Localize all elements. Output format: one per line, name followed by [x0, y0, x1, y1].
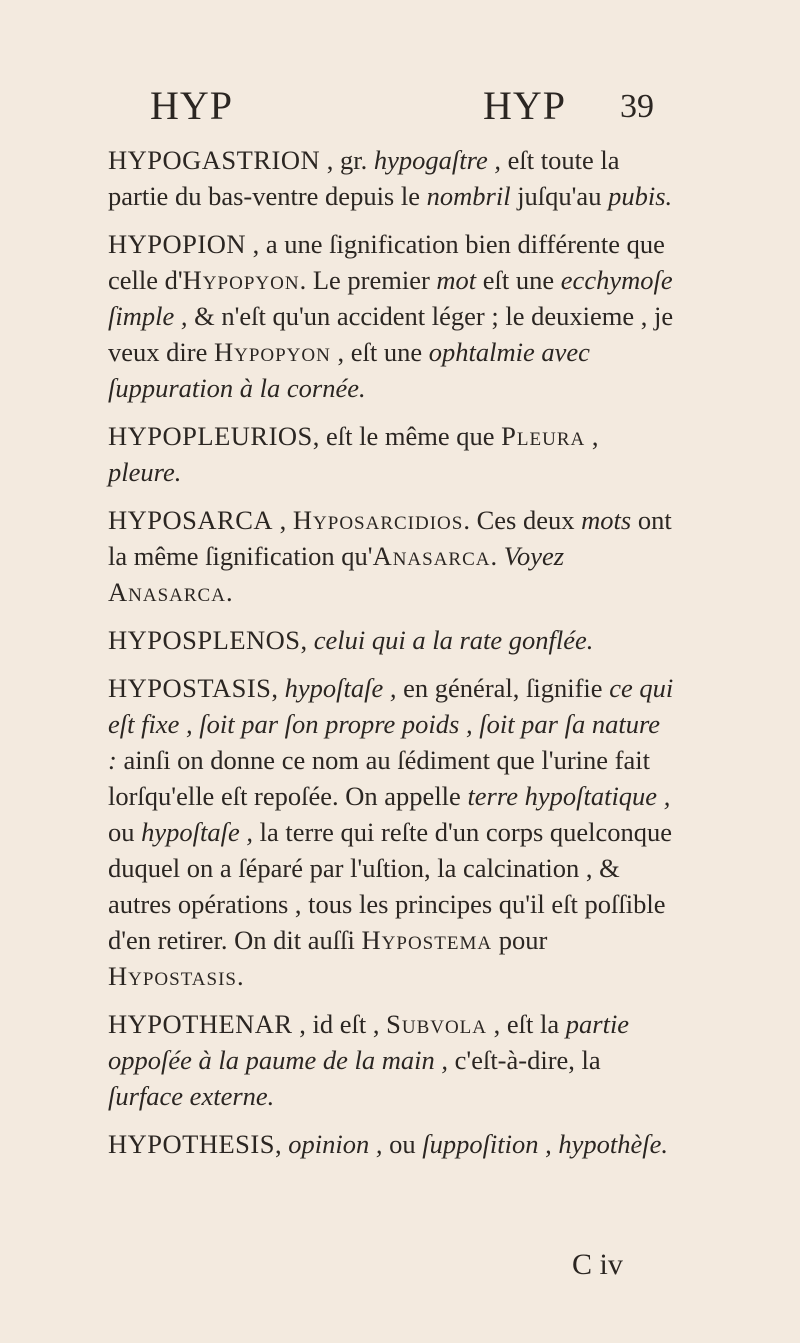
entry-text: & n'eſt qu'un accident léger ; le deuxieme , je veux dire [108, 301, 674, 367]
entry-text: , eſt la [487, 1009, 566, 1039]
dictionary-entry [108, 622, 674, 658]
entry-text: , id eſt , [292, 1009, 387, 1039]
entry-text: , [271, 673, 285, 703]
italic-text: hypoſtaſe , [284, 673, 397, 703]
entry-text: , a une ſignification bien différente que celle d' [108, 229, 665, 295]
italic-text: nombril [426, 181, 511, 211]
italic-text: Voyez [503, 541, 565, 571]
entry-text: pour [492, 925, 548, 955]
italic-text: ce qui eſt fixe , ſoit par ſon propre poids , ſoit par ſa nature : [108, 673, 674, 775]
small-caps-reference: Anasarca [372, 541, 491, 571]
italic-text: opinion , [288, 1129, 383, 1159]
entry-text: ou [108, 817, 142, 847]
entry-text: eſt toute la partie du bas-ventre depuis le [108, 145, 620, 211]
header-left: HYP [150, 83, 234, 128]
entry-text: c'eſt-à-dire, la [448, 1045, 601, 1075]
entry-headword: HYPOSPLENOS [108, 625, 301, 655]
dictionary-entry [108, 226, 674, 406]
small-caps-reference: Hypostasis [108, 961, 237, 991]
dictionary-entry [108, 1006, 674, 1114]
entry-headword: HYPOPLEURIOS [108, 421, 313, 451]
italic-text: mots [581, 505, 632, 535]
entry-text: , eſt une [330, 337, 429, 367]
italic-text: hypoſtaſe , [141, 817, 253, 847]
italic-text: terre hypoſtatique , [467, 781, 671, 811]
entry-text: . [225, 577, 233, 607]
entry-headword: HYPOSARCA [108, 505, 274, 535]
entry-text: , [273, 505, 293, 535]
entry-text: ont la même ſignification qu' [108, 505, 672, 571]
header-right: HYP [483, 83, 567, 128]
italic-text: ſuppoſition , [422, 1129, 552, 1159]
italic-text: pubis. [608, 181, 673, 211]
italic-text: hypothèſe. [558, 1129, 669, 1159]
dictionary-entries [108, 142, 674, 1174]
italic-text: ecchymoſe ſimple , [108, 265, 673, 331]
entry-text: ou [382, 1129, 423, 1159]
entry-headword: HYPOPION [108, 229, 246, 259]
entry-headword: HYPOSTASIS [108, 673, 272, 703]
entry-headword: HYPOTHESIS [108, 1129, 275, 1159]
dictionary-entry [108, 142, 674, 214]
entry-text: . [236, 961, 244, 991]
small-caps-reference: Hypostema [361, 925, 493, 955]
italic-text: ſurface externe. [108, 1081, 275, 1111]
entry-text: eſt une [476, 265, 561, 295]
dictionary-entry [108, 670, 674, 994]
small-caps-reference: Subvola [386, 1009, 488, 1039]
entry-text: ainſi on donne ce nom au ſédiment que l'urine fait lorſqu'elle eſt repoſée. On appelle [108, 745, 650, 811]
italic-text: pleure. [108, 457, 182, 487]
small-caps-reference: Pleura [501, 421, 586, 451]
entry-headword: HYPOTHENAR [108, 1009, 293, 1039]
entry-text: . [490, 541, 504, 571]
entry-text: en général, ſignifie [396, 673, 610, 703]
entry-text: la terre qui reſte d'un corps quelconque duquel on a ſéparé par l'uſtion, la calcination , & autres opérations , tous les principes qu'il eſt poſſible d'en retirer. On dit auſſi [108, 817, 673, 955]
small-caps-reference: Hypopyon [182, 265, 300, 295]
running-header [0, 82, 800, 132]
small-caps-reference: Hyposarcidios [292, 505, 464, 535]
entry-text: , [274, 1129, 289, 1159]
italic-text: hypogaſtre , [373, 145, 501, 175]
dictionary-entry [108, 418, 674, 490]
page-number: 39 [620, 88, 654, 125]
small-caps-reference: Anasarca [108, 577, 226, 607]
entry-text: . Le premier [299, 265, 437, 295]
small-caps-reference: Hypopyon [213, 337, 331, 367]
entry-text: , [300, 625, 314, 655]
entry-text: , [585, 421, 599, 451]
italic-text: partie oppoſée à la paume de la main , [108, 1009, 630, 1075]
dictionary-entry [108, 502, 674, 610]
entry-headword: HYPOGASTRION [108, 145, 321, 175]
dictionary-entry [108, 1126, 674, 1162]
italic-text: ophtalmie avec ſuppuration à la cornée. [108, 337, 590, 403]
entry-text: , eſt le même que [312, 421, 502, 451]
italic-text: mot [436, 265, 477, 295]
signature-mark: C iv [572, 1248, 623, 1281]
entry-text: . Ces deux [463, 505, 582, 535]
italic-text: celui qui a la rate gonflée. [313, 625, 594, 655]
entry-text: juſqu'au [510, 181, 609, 211]
entry-text: , gr. [320, 145, 374, 175]
